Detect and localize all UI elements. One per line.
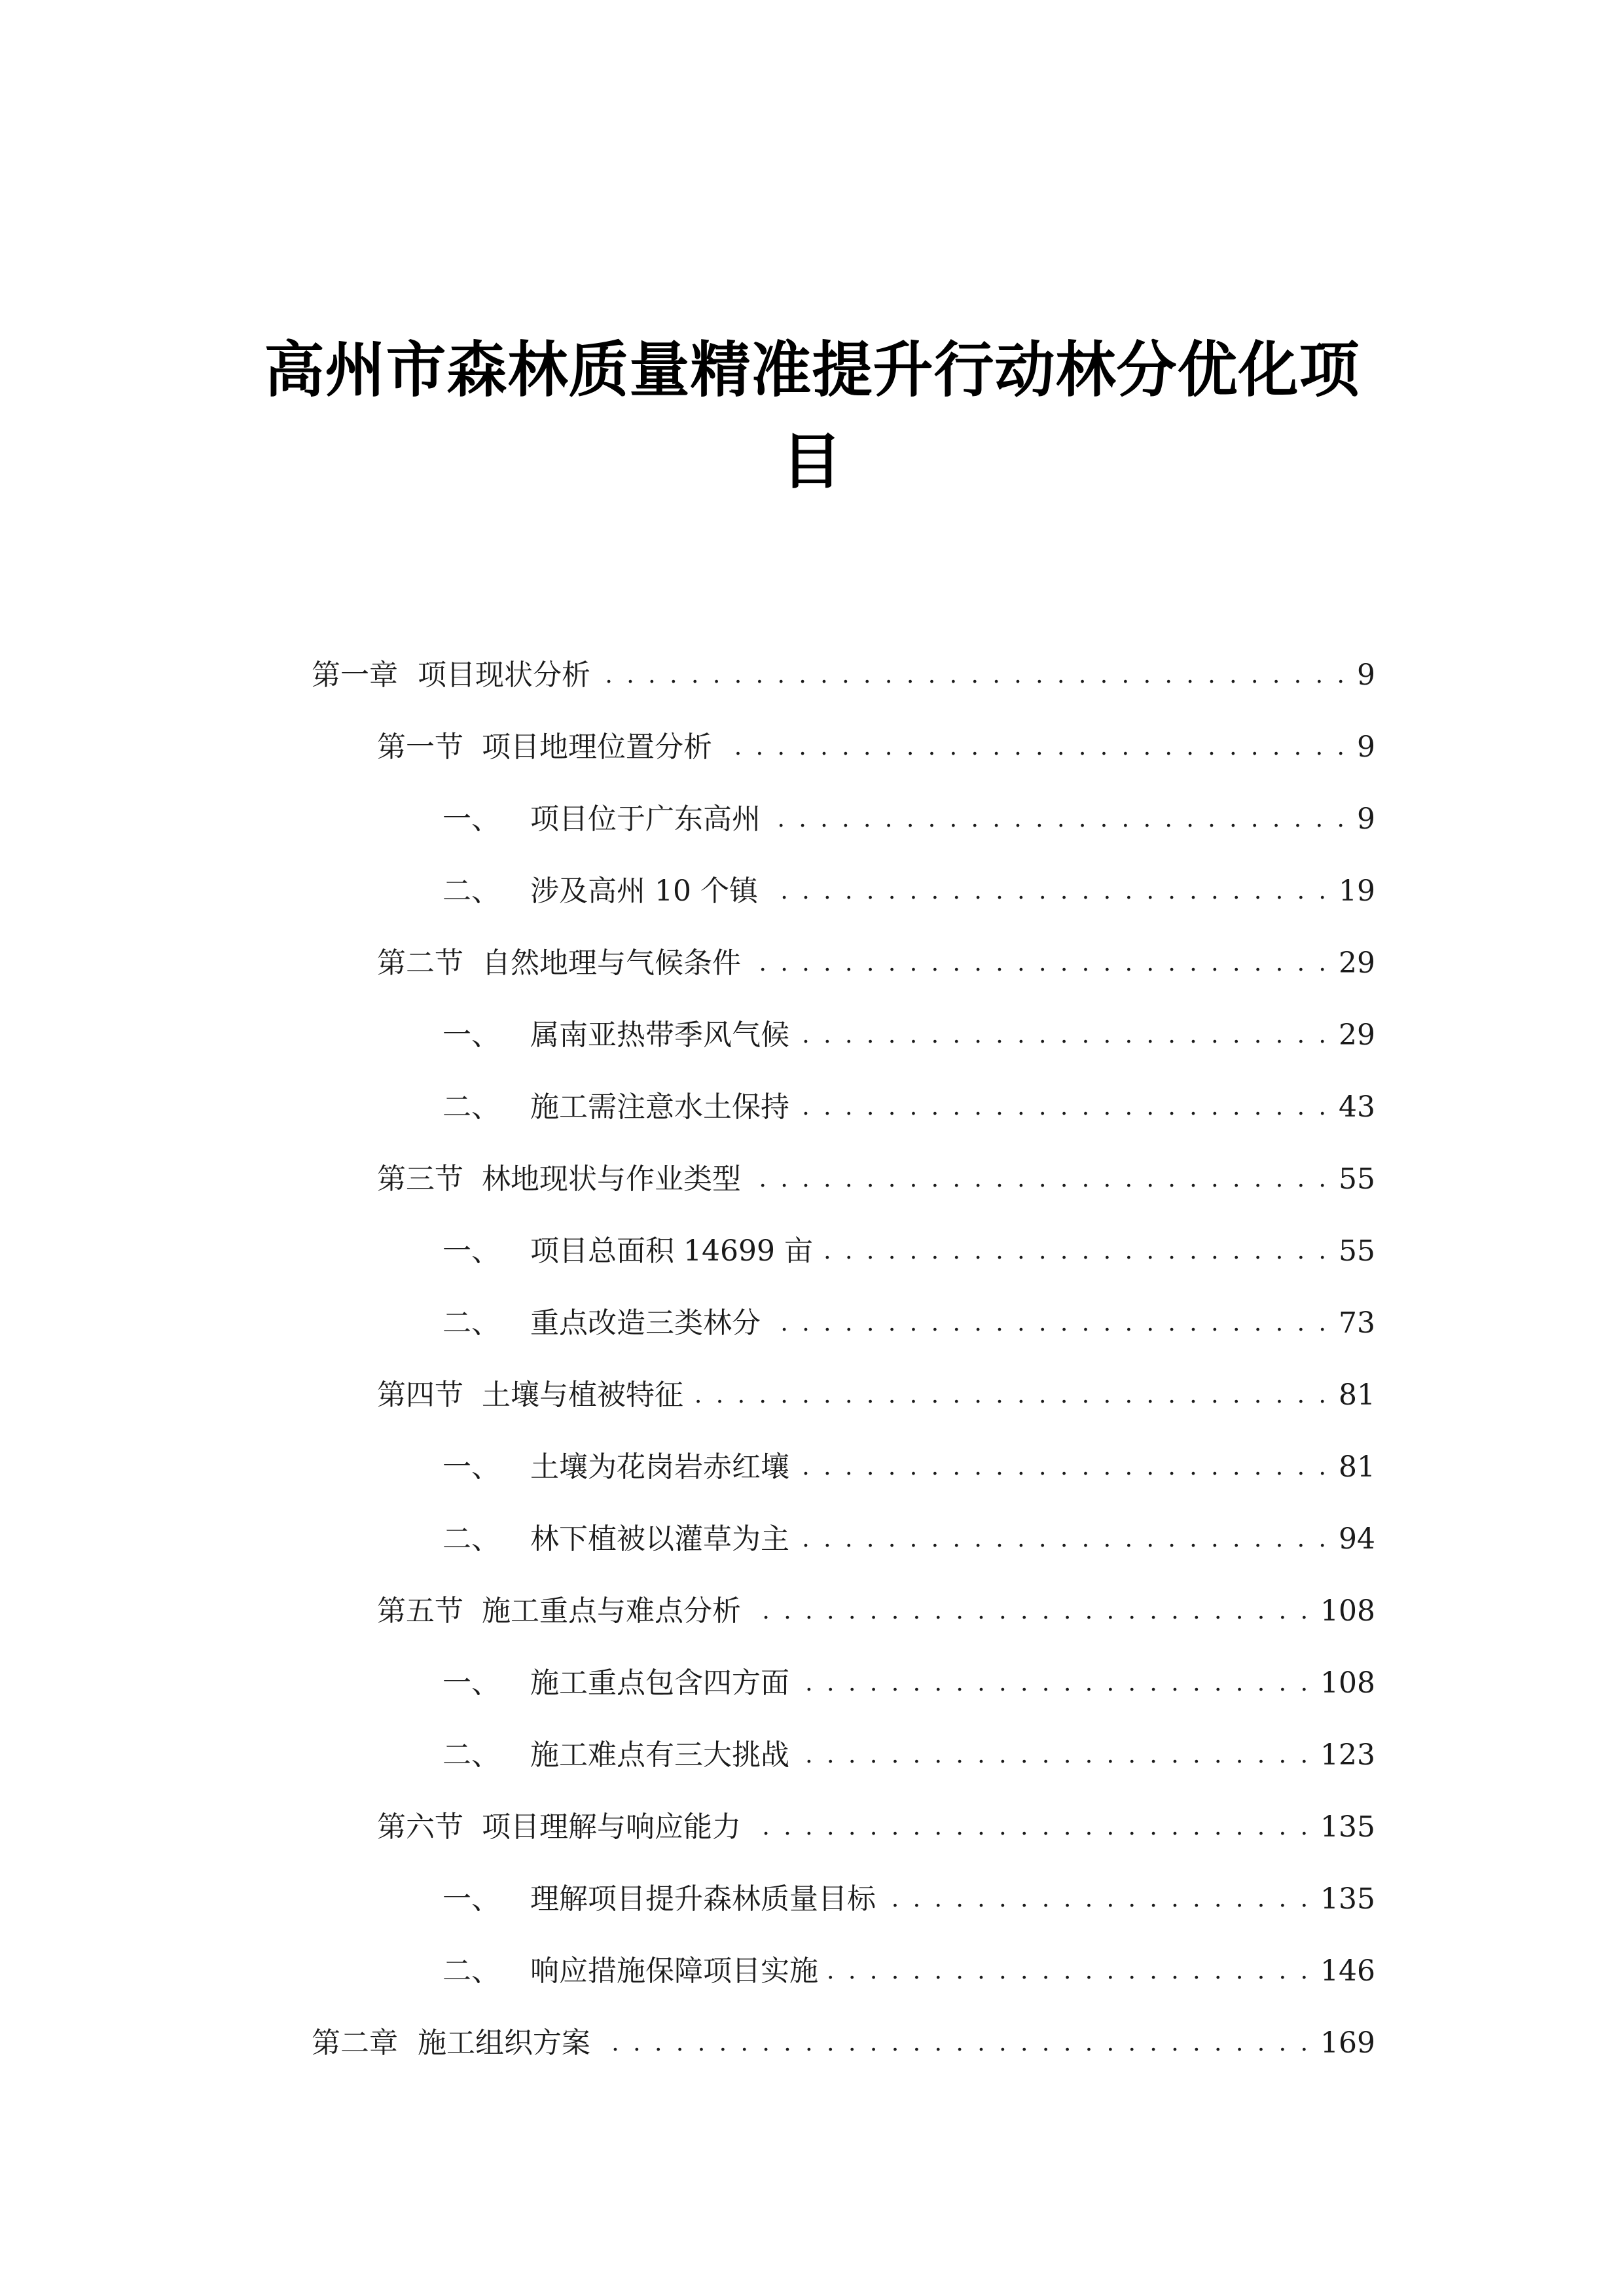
toc-entry-title: 施工组织方案 xyxy=(418,2026,590,2060)
toc-entry-subsection[interactable] xyxy=(442,1660,1375,1703)
title-line-2: 目 xyxy=(781,426,842,497)
toc-entry-page: 9 xyxy=(1357,658,1375,692)
toc-entry-subsection[interactable] xyxy=(442,868,1375,911)
toc-entry-chapter[interactable] xyxy=(312,652,1375,695)
toc-entry-page: 123 xyxy=(1320,1738,1375,1772)
toc-entry-number: 二、 xyxy=(442,874,500,908)
toc-entry-number: 第一节 xyxy=(377,730,463,764)
toc-entry-number: 第二节 xyxy=(377,946,463,980)
toc-entry-page: 169 xyxy=(1320,2026,1375,2060)
toc-entry-number: 一、 xyxy=(442,1666,500,1700)
toc-dot-leader xyxy=(884,1880,1311,1919)
toc-entry-subsection[interactable] xyxy=(442,1876,1375,1919)
toc-entry-section[interactable] xyxy=(377,1156,1375,1199)
toc-entry-number: 第五节 xyxy=(377,1594,463,1628)
toc-entry-subsection[interactable] xyxy=(442,1300,1375,1343)
toc-entry-number: 一、 xyxy=(442,1018,500,1052)
toc-entry-page: 43 xyxy=(1339,1090,1375,1124)
toc-entry-title: 土壤为花岗岩赤红壤 xyxy=(530,1450,789,1484)
title-line-1: 高州市森林质量精准提升行动林分优化项 xyxy=(264,334,1360,405)
toc-entry-title: 项目理解与响应能力 xyxy=(482,1810,741,1844)
toc-dot-leader xyxy=(598,2024,1311,2063)
toc-entry-number: 二、 xyxy=(442,1090,500,1124)
toc-entry-page: 73 xyxy=(1339,1306,1375,1340)
toc-dot-leader xyxy=(797,1016,1329,1055)
toc-entry-number: 第二章 xyxy=(312,2026,398,2060)
toc-entry-section[interactable] xyxy=(377,1372,1375,1415)
toc-entry-number: 一、 xyxy=(442,802,500,836)
toc-dot-leader xyxy=(768,800,1348,839)
toc-entry-number: 第三节 xyxy=(377,1162,463,1196)
toc-dot-leader xyxy=(821,1232,1329,1271)
toc-entry-number: 一、 xyxy=(442,1234,500,1268)
toc-entry-title: 项目现状分析 xyxy=(418,658,590,692)
toc-dot-leader xyxy=(768,1304,1329,1343)
toc-entry-page: 19 xyxy=(1339,874,1375,908)
toc-entry-page: 108 xyxy=(1320,1666,1375,1700)
toc-entry-number: 一、 xyxy=(442,1450,500,1484)
toc-entry-page: 55 xyxy=(1339,1162,1375,1196)
toc-entry-title: 响应措施保障项目实施 xyxy=(530,1954,818,1988)
toc-entry-page: 81 xyxy=(1339,1378,1375,1412)
toc-dot-leader xyxy=(720,728,1348,767)
toc-entry-page: 29 xyxy=(1339,946,1375,980)
toc-entry-section[interactable] xyxy=(377,940,1375,983)
toc-dot-leader xyxy=(691,1376,1329,1415)
toc-entry-number: 二、 xyxy=(442,1306,500,1340)
toc-dot-leader xyxy=(766,872,1329,911)
toc-entry-section[interactable] xyxy=(377,724,1375,767)
toc-dot-leader xyxy=(749,944,1329,983)
toc-entry-number: 二、 xyxy=(442,1954,500,1988)
toc-dot-leader xyxy=(749,1160,1329,1199)
toc-entry-section[interactable] xyxy=(377,1804,1375,1847)
toc-entry-chapter[interactable] xyxy=(312,2020,1375,2063)
toc-entry-title: 土壤与植被特征 xyxy=(482,1378,683,1412)
toc-dot-leader xyxy=(797,1520,1329,1559)
toc-dot-leader xyxy=(797,1664,1311,1703)
toc-entry-title: 林下植被以灌草为主 xyxy=(530,1522,789,1556)
toc-entry-number: 二、 xyxy=(442,1738,500,1772)
toc-entry-title: 重点改造三类林分 xyxy=(530,1306,761,1340)
toc-entry-page: 55 xyxy=(1339,1234,1375,1268)
toc-dot-leader xyxy=(797,1448,1329,1487)
toc-entry-page: 146 xyxy=(1320,1954,1375,1988)
toc-entry-number: 第一章 xyxy=(312,658,398,692)
toc-entry-section[interactable] xyxy=(377,1588,1375,1631)
toc-entry-page: 94 xyxy=(1339,1522,1375,1556)
toc-entry-subsection[interactable] xyxy=(442,1732,1375,1775)
toc-entry-title: 林地现状与作业类型 xyxy=(482,1162,741,1196)
toc-entry-subsection[interactable] xyxy=(442,1012,1375,1055)
toc-entry-subsection[interactable] xyxy=(442,1084,1375,1127)
toc-entry-page: 9 xyxy=(1357,802,1375,836)
toc-entry-title: 涉及高州 10 个镇 xyxy=(530,874,758,908)
toc-dot-leader xyxy=(749,1592,1311,1631)
toc-entry-number: 二、 xyxy=(442,1522,500,1556)
toc-entry-title: 项目总面积 14699 亩 xyxy=(530,1234,813,1268)
toc-entry-subsection[interactable] xyxy=(442,1228,1375,1271)
toc-entry-number: 一、 xyxy=(442,1882,500,1916)
toc-entry-title: 自然地理与气候条件 xyxy=(482,946,741,980)
toc-dot-leader xyxy=(749,1808,1311,1847)
toc-entry-page: 135 xyxy=(1320,1810,1375,1844)
toc-entry-number: 第六节 xyxy=(377,1810,463,1844)
toc-entry-page: 9 xyxy=(1357,730,1375,764)
toc-entry-title: 项目地理位置分析 xyxy=(482,730,712,764)
toc-dot-leader xyxy=(826,1952,1311,1991)
toc-entry-page: 135 xyxy=(1320,1882,1375,1916)
toc-dot-leader xyxy=(797,1736,1311,1775)
toc-entry-title: 属南亚热带季风气候 xyxy=(530,1018,789,1052)
toc-entry-title: 施工重点包含四方面 xyxy=(530,1666,789,1700)
toc-entry-subsection[interactable] xyxy=(442,1948,1375,1991)
toc-entry-number: 第四节 xyxy=(377,1378,463,1412)
toc-entry-title: 施工难点有三大挑战 xyxy=(530,1738,789,1772)
toc-entry-subsection[interactable] xyxy=(442,796,1375,839)
toc-entry-subsection[interactable] xyxy=(442,1516,1375,1559)
toc-entry-subsection[interactable] xyxy=(442,1444,1375,1487)
toc-entry-title: 理解项目提升森林质量目标 xyxy=(530,1882,876,1916)
toc-entry-title: 施工重点与难点分析 xyxy=(482,1594,741,1628)
toc-entry-page: 29 xyxy=(1339,1018,1375,1052)
toc-entry-page: 81 xyxy=(1339,1450,1375,1484)
toc-dot-leader xyxy=(598,656,1348,695)
toc-entry-title: 施工需注意水土保持 xyxy=(530,1090,789,1124)
toc-dot-leader xyxy=(797,1088,1329,1127)
toc-entry-page: 108 xyxy=(1320,1594,1375,1628)
toc-entry-title: 项目位于广东高州 xyxy=(530,802,761,836)
